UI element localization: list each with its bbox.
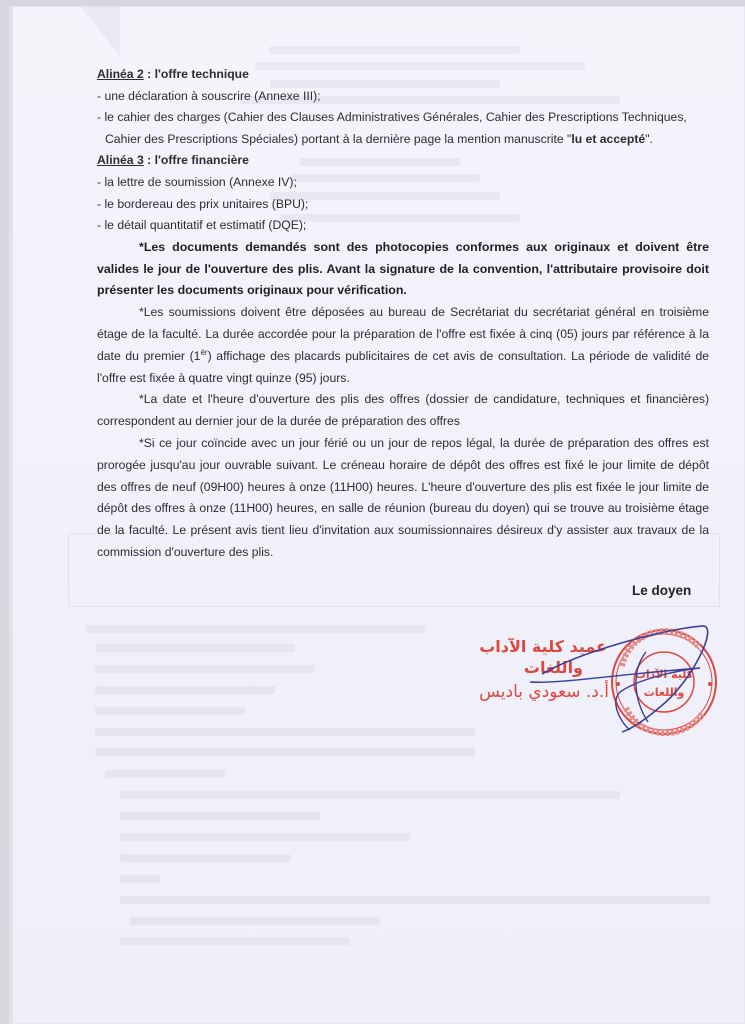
alinea-3-label: Alinéa 3 bbox=[97, 153, 144, 168]
paragraph-holiday: *Si ce jour coïncide avec un jour férié ou un jour de repos légal, la durée de préparation des offres est prorogée jusqu'au jour ouvrable suivant. Le créneau horaire de dépôt des offres est fixé le jour limite de dépôt des offres de neuf (09H00) heures à onze (11H00) heures. L'heure d'ouverture des plis est fixée le jour limite de dépôt des offres à onze (11H00) heures, en salle de réunion (bureau du doyen) qui se trouve au troisième étage de la faculté. Le présent avis tient lieu d'invitation aux soumissionnaires désireux d'y assister aux travaux de la commission d'ouverture des plis. bbox=[97, 435, 709, 559]
page-edge bbox=[9, 6, 13, 1024]
text-span: *Les soumissions doivent être déposées au bureau de Secrétariat du secrétariat général en troisième étage de la faculté. La durée accordée pour la préparation de l'offre est fixée à cinq (05) jours par référence à la date du premier (1 bbox=[97, 305, 709, 363]
arabic-dean-title: عميد كلية الآداب bbox=[479, 637, 607, 656]
arabic-dean-name: أ.د. سعودي باديس bbox=[479, 682, 609, 702]
list-item: - la lettre de soumission (Annexe IV); bbox=[97, 174, 297, 189]
list-item: - le détail quantitatif et estimatif (DQE); bbox=[97, 218, 307, 233]
text-span: ". bbox=[645, 131, 653, 146]
text-span: Cahier des Prescriptions Spéciales) portant à la dernière page la mention manuscrite " bbox=[105, 131, 572, 146]
alinea-2-title: l'offre technique bbox=[154, 67, 249, 81]
list-item-continuation bbox=[97, 129, 709, 151]
paragraph-submission bbox=[97, 302, 709, 389]
section-heading-alinea-3 bbox=[97, 150, 709, 172]
alinea-3-title: l'offre financière bbox=[154, 153, 249, 168]
paragraph-opening-date: *La date et l'heure d'ouverture des plis des offres (dossier de candidature, techniques et financières) correspondent au dernier jour de la durée de préparation des offres bbox=[97, 392, 709, 429]
signatory-title: Le doyen bbox=[632, 583, 692, 598]
text-span: ) affichage des placards publicitaires de cet avis de consultation. La période de validité de l'offre est fixée à quatre vingt quinze (95) jours. bbox=[97, 348, 709, 385]
list-item: - une déclaration à souscrire (Annexe III); bbox=[97, 88, 321, 103]
signature-stamp-block bbox=[470, 612, 735, 742]
page-fold-crease bbox=[80, 6, 120, 56]
separator: : bbox=[143, 153, 155, 168]
handwritten-signature-icon bbox=[470, 612, 735, 742]
document-body bbox=[97, 64, 709, 564]
superscript: ér bbox=[200, 347, 208, 357]
separator: : bbox=[143, 67, 155, 81]
list-item: - le bordereau des prix unitaires (BPU); bbox=[97, 196, 309, 211]
svg-text:كلية الآداب: كلية الآداب bbox=[634, 668, 694, 681]
paragraph-originals-notice: *Les documents demandés sont des photocopies conformes aux originaux et doivent être valides le jour de l'ouverture des plis. Avant la signature de la convention, l'attributaire provisoire doit présenter les documents originaux pour vérification. bbox=[97, 239, 709, 298]
alinea-2-label: Alinéa 2 bbox=[97, 67, 144, 81]
arabic-faculty-name: واللغات bbox=[523, 658, 583, 677]
list-item: - le cahier des charges (Cahier des Clauses Administratives Générales, Cahier des Prescriptions Techniques, bbox=[97, 110, 687, 125]
section-heading-alinea-2 bbox=[97, 64, 709, 86]
svg-text:واللغات: واللغات bbox=[643, 686, 685, 699]
lu-et-accepte-mention: lu et accepté bbox=[571, 131, 646, 146]
